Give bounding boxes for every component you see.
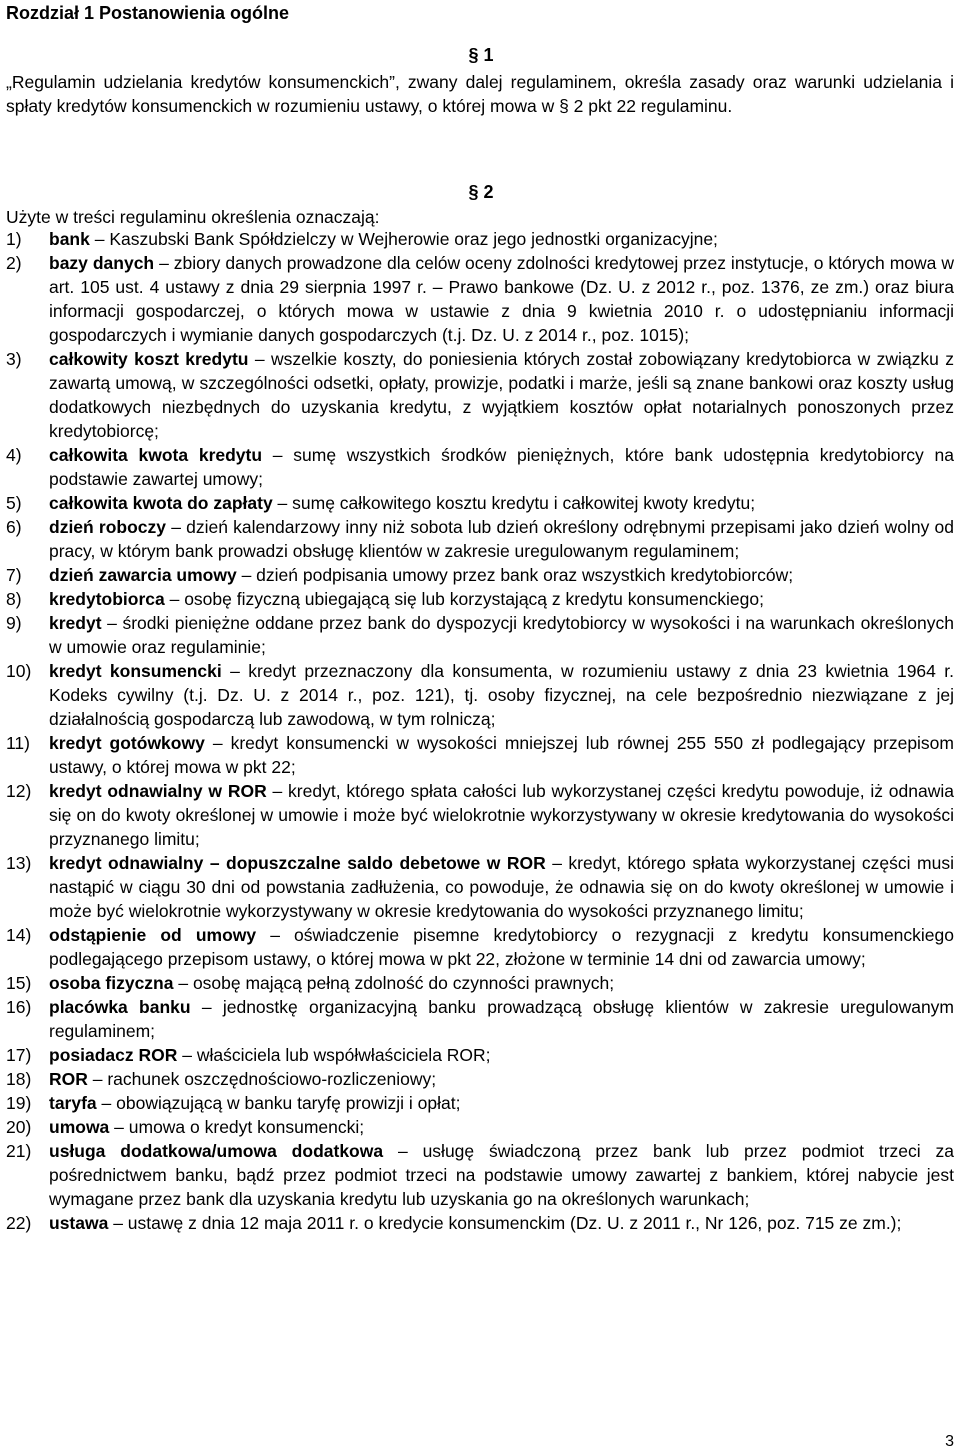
definition-text: – ustawę z dnia 12 maja 2011 r. o kredycie konsumenckim (Dz. U. z 2011 r., Nr 126, poz. 715 ze zm.); [108,1213,902,1233]
definition-text: – kredyt, którego spłata wykorzystanej części musi nastąpić w ciągu 30 dni od powstania zadłużenia, co powoduje, że odnawia się on do kwoty określonej w umowie i może być wielokrotnie wykorzystywany w okresie kredytowania do wysokości przyznanego limitu; [49,853,954,921]
definition-text: – właściciela lub współwłaściciela ROR; [177,1045,491,1065]
definition-number: 20) [6,1117,32,1137]
definition-item [6,731,954,779]
definition-item [6,563,954,587]
definition-term: taryfa [49,1093,97,1113]
definition-item [6,1067,954,1091]
definition-number: 17) [6,1045,32,1065]
definitions-list [6,227,954,1235]
definition-item [6,251,954,347]
definition-number: 4) [6,445,22,465]
definition-text: – dzień podpisania umowy przez bank oraz wszystkich kredytobiorców; [236,565,794,585]
definition-number: 19) [6,1093,32,1113]
definition-term: kredyt odnawialny – dopuszczalne saldo debetowe w ROR [49,853,546,873]
definition-text: – usługę świadczoną przez bank lub przez podmiot trzeci za pośrednictwem banku, bądź przez podmiot trzeci na podstawie umowy zawartej z bankiem, której nabycie jest wymagane przez bank dla uzyskania kredytu lub uzyskania go na określonych warunkach; [49,1141,954,1209]
definition-number: 3) [6,349,22,369]
definition-term: ustawa [49,1213,109,1233]
definition-item [6,443,954,491]
definition-term: osoba fizyczna [49,973,174,993]
definition-number: 5) [6,493,22,513]
definition-number: 11) [6,733,30,753]
definition-text: – kredyt, którego spłata całości lub wykorzystanej części kredytu powoduje, iż odnawia się on do kwoty określonej w umowie i może być wielokrotnie wykorzystywany w okresie kredytowania do wysokości przyznanego limitu; [49,781,954,849]
definition-term: posiadacz ROR [49,1045,178,1065]
chapter-title: Rozdział 1 Postanowienia ogólne [6,3,290,23]
definition-item [6,587,954,611]
definition-text: – dzień kalendarzowy inny niż sobota lub dzień określony odrębnymi przepisami jako dzień wolny od pracy, w którym bank prowadzi obsługę klientów w zakresie uregulowanym regulaminem; [49,517,954,561]
definition-term: całkowita kwota kredytu [49,445,263,465]
definition-item [6,659,954,731]
definition-term: kredyt [49,613,102,633]
definition-text: – środki pieniężne oddane przez bank do dyspozycji kredytobiorcy w wysokości i na warunkach określonych w umowie oraz regulaminie; [49,613,954,657]
definition-item [6,1115,954,1139]
definition-term: całkowity koszt kredytu [49,349,249,369]
paragraph-1-text: „Regulamin udzielania kredytów konsumenckich”, zwany dalej regulaminem, określa zasady oraz warunki udzielania i spłaty kredytów konsumenckich w rozumieniu ustawy, o której mowa w § 2 pkt 22 regulaminu. [6,72,954,116]
definition-number: 21) [6,1141,32,1161]
paragraph-1-heading [6,44,956,66]
definition-item [6,1139,954,1211]
definition-item [6,347,954,443]
definition-text: – oświadczenie pisemne kredytobiorcy o rezygnacji z kredytu konsumenckiego podlegającego przepisom ustawy, o której mowa w pkt 22, złożone w terminie 14 dni od zawarcia umowy; [49,925,954,969]
definition-number: 7) [6,565,22,585]
definition-term: kredytobiorca [49,589,165,609]
paragraph-2-intro: Użyte w treści regulaminu określenia oznaczają: [6,207,380,227]
definition-text: – osobę fizyczną ubiegającą się lub korzystającą z kredytu konsumenckiego; [164,589,764,609]
definition-term: dzień roboczy [49,517,167,537]
definition-term: dzień zawarcia umowy [49,565,237,585]
paragraph-number: 2 [483,182,494,202]
definition-term: bazy danych [49,253,155,273]
definition-item [6,491,954,515]
definition-item [6,851,954,923]
definition-term: umowa [49,1117,110,1137]
page-number: 3 [945,1433,954,1450]
definition-term: kredyt odnawialny w ROR [49,781,267,801]
definition-number: 22) [6,1213,32,1233]
definition-term: usługa dodatkowa/umowa dodatkowa [49,1141,384,1161]
definition-text: – zbiory danych prowadzone dla celów oceny zdolności kredytowej przez instytucje, o których mowa w art. 105 ust. 4 ustawy z dnia 29 sierpnia 1997 r. – Prawo bankowe (Dz. U. z 2012 r., poz. 1376, ze zm.) oraz biura informacji gospodarczej, o których mowa w ustawie z dnia 9 kwietnia 2010 r. o udostępnianiu informacji gospodarczych i wymianie danych gospodarczych (t.j. Dz. U. z 2014 r., poz. 1015); [49,253,954,345]
definition-number: 6) [6,517,22,537]
definition-number: 18) [6,1069,32,1089]
definition-term: kredyt gotówkowy [49,733,205,753]
definition-number: 16) [6,997,32,1017]
definition-number: 13) [6,853,32,873]
definition-text: – rachunek oszczędnościowo-rozliczeniowy; [87,1069,437,1089]
definition-number: 14) [6,925,32,945]
definition-text: – sumę wszystkich środków pieniężnych, które bank udostępnia kredytobiorcy na podstawie zawartej umowy; [49,445,954,489]
definition-text: – obowiązującą w banku taryfę prowizji i opłat; [96,1093,461,1113]
definition-text: – sumę całkowitego kosztu kredytu i całkowitej kwoty kredytu; [272,493,756,513]
definition-text: – kredyt przeznaczony dla konsumenta, w rozumieniu ustawy z dnia 23 kwietnia 1964 r. Kodeks cywilny (t.j. Dz. U. z 2014 r., poz. 121), tj. osoby fizycznej, na cele bezpośrednio niezwiązane z jej działalnością gospodarczą lub zawodową, w tym rolniczą; [49,661,955,729]
definition-number: 8) [6,589,22,609]
definition-item [6,995,954,1043]
definition-number: 12) [6,781,32,801]
definition-item [6,1043,954,1067]
definition-text: – umowa o kredyt konsumencki; [109,1117,365,1137]
definition-text: – Kaszubski Bank Spółdzielczy w Wejherowie oraz jego jednostki organizacyjne; [89,229,718,249]
definition-term: całkowita kwota do zapłaty [49,493,273,513]
definition-text: – kredyt konsumencki w wysokości mniejszej lub równej 255 550 zł podlegający przepisom ustawy, o której mowa w pkt 22; [49,733,954,777]
definition-number: 9) [6,613,22,633]
definition-term: odstąpienie od umowy [49,925,257,945]
definition-item [6,611,954,659]
definition-item [6,1211,954,1235]
definition-item [6,779,954,851]
definition-item [6,515,954,563]
definition-number: 1) [6,229,22,249]
definition-term: placówka banku [49,997,191,1017]
definition-text: – jednostkę organizacyjną banku prowadzącą obsługę klientów w zakresie uregulowanym regulaminem; [49,997,954,1041]
definition-number: 2) [6,253,22,273]
definition-text: – wszelkie koszty, do poniesienia których został zobowiązany kredytobiorca w związku z zawartą umową, w szczególności odsetki, opłaty, prowizje, podatki i marże, jeśli są znane bankowi oraz koszty usług dodatkowych niezbędnych do uzyskania kredytu, z wyjątkiem kosztów opłat notarialnych ponoszonych przez kredytobiorcę; [49,349,954,441]
definition-text: – osobę mającą pełną zdolność do czynności prawnych; [173,973,615,993]
definition-term: bank [49,229,90,249]
definition-number: 10) [6,661,32,681]
definition-term: kredyt konsumencki [49,661,222,681]
definition-term: ROR [49,1069,88,1089]
section-symbol: § [468,45,479,65]
definition-item [6,971,954,995]
section-symbol: § [468,182,479,202]
definition-item [6,1091,954,1115]
definition-item [6,227,954,251]
paragraph-number: 1 [483,45,494,65]
paragraph-2-heading [6,181,956,203]
definition-item [6,923,954,971]
definition-number: 15) [6,973,32,993]
